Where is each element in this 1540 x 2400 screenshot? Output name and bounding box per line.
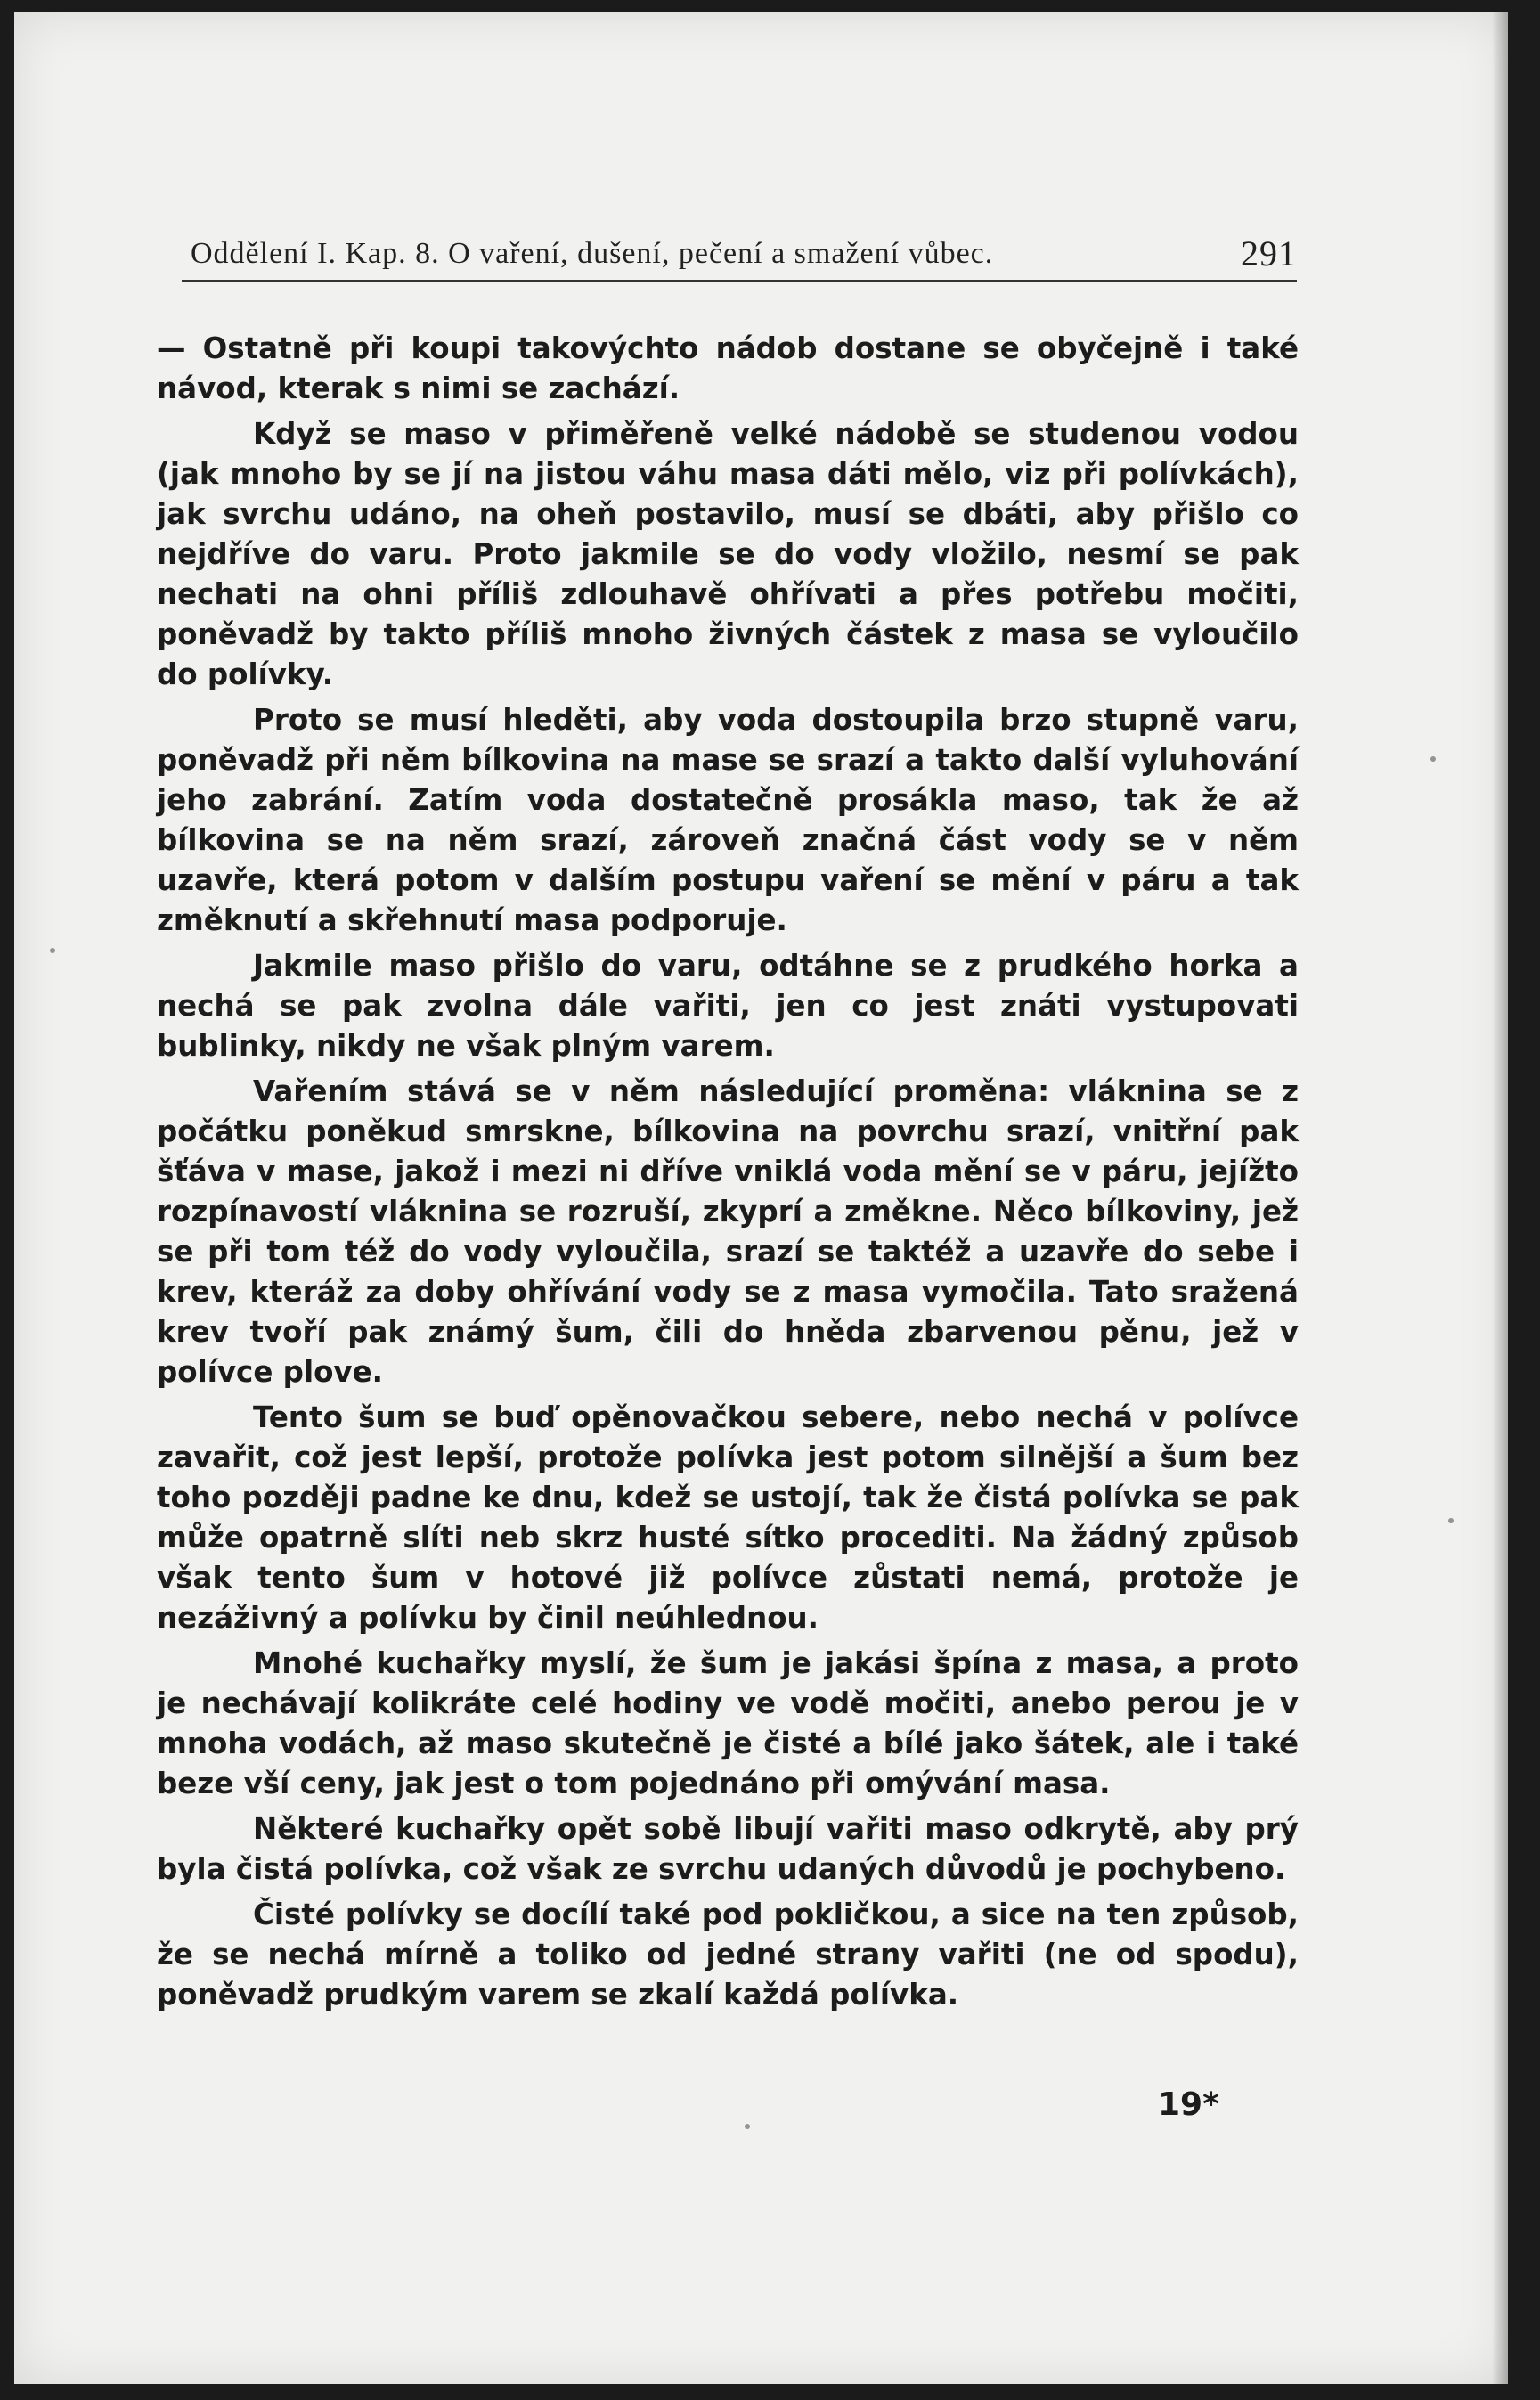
paragraph: — Ostatně při koupi takovýchto nádob dostane se obyčejně i také návod, kterak s nimi se zachází. <box>157 331 1299 405</box>
running-header <box>182 224 1297 282</box>
paragraph: Proto se musí hleděti, aby voda dostoupila brzo stupně varu, poněvadž při něm bílkovina na mase se srazí a takto další vyluhování jeho zabrání. Zatím voda dostatečně prosákla maso, tak že až bílkovina se na něm srazí, zároveň značná část vody se v něm uzavře, která potom v dalším postupu vaření se mění v páru a tak změknutí a skřehnutí masa podporuje. <box>157 703 1299 937</box>
paragraph: Mnohé kuchařky myslí, že šum je jakási špína z masa, a proto je nechávají kolikráte celé hodiny ve vodě močiti, anebo perou je v mnoha vodách, až maso skutečně je čisté a bílé jako šátek, ale i také beze vší ceny, jak jest o tom pojednáno při omývání masa. <box>157 1646 1299 1800</box>
paragraph: Vařením stává se v něm následující proměna: vláknina se z počátku poněkud smrskne, bílkovina na povrchu srazí, vnitřní pak šťáva v mase, jakož i mezi ni dříve vniklá voda mění se v páru, jejížto rozpínavostí vláknina se rozruší, zkyprí a změkne. Něco bílkoviny, jež se při tom též do vody vyloučila, srazí se taktéž a uzavře do sebe i krev, kteráž za doby ohřívání vody se z masa vymočila. Tato sražená krev tvoří pak známý šum, čili do hněda zbarvenou pěnu, jež v polívce plove. <box>157 1074 1299 1389</box>
print-speck <box>745 2124 750 2129</box>
page-edge-shadow <box>1492 12 1508 2384</box>
page-number: 291 <box>1241 233 1297 273</box>
paragraph: Tento šum se buď opěnovačkou sebere, nebo nechá v polívce zavařit, což jest lepší, protože polívka jest potom silnější a šum bez toho později padne ke dnu, kdež se ustojí, tak že čistá polívka se pak může opatrně slíti neb skrz husté sítko procediti. Na žádný způsob však tento šum v hotové již polívce zůstati nemá, protože je nezáživný a polívku by činil neúhlednou. <box>157 1400 1299 1635</box>
paragraph: Některé kuchařky opět sobě libují vařiti maso odkrytě, aby prý byla čistá polívka, což však ze svrchu udaných důvodů je pochybeno. <box>157 1812 1299 1886</box>
running-header-title: Oddělení I. Kap. 8. O vaření, dušení, pečení a smažení vůbec. <box>191 237 994 270</box>
signature-mark: 19* <box>1158 2086 1219 2123</box>
print-speck <box>50 948 55 953</box>
print-speck <box>1448 1518 1454 1523</box>
paragraph: Čisté polívky se docílí také pod pokličkou, a sice na ten způsob, že se nechá mírně a toliko od jedné strany vařiti (ne od spodu), poněvadž prudkým varem se zkalí každá polívka. <box>157 1898 1299 2012</box>
print-speck <box>1430 756 1436 762</box>
paragraph: Když se maso v přiměřeně velké nádobě se studenou vodou (jak mnoho by se jí na jistou váhu masa dáti mělo, viz při polívkách), jak svrchu udáno, na oheň postavilo, musí se dbáti, aby přišlo co nejdříve do varu. Proto jakmile se do vody vložilo, nesmí se pak nechati na ohni příliš zdlouhavě ohřívati a přes potřebu močiti, poněvadž by takto příliš mnoho živných částek z masa se vyloučilo do polívky. <box>157 417 1299 691</box>
body-text <box>157 329 1299 2020</box>
scanned-page <box>14 12 1508 2384</box>
paragraph: Jakmile maso přišlo do varu, odtáhne se z prudkého horka a nechá se pak zvolna dále vařiti, jen co jest znáti vystupovati bublinky, nikdy ne však plným varem. <box>157 949 1299 1063</box>
